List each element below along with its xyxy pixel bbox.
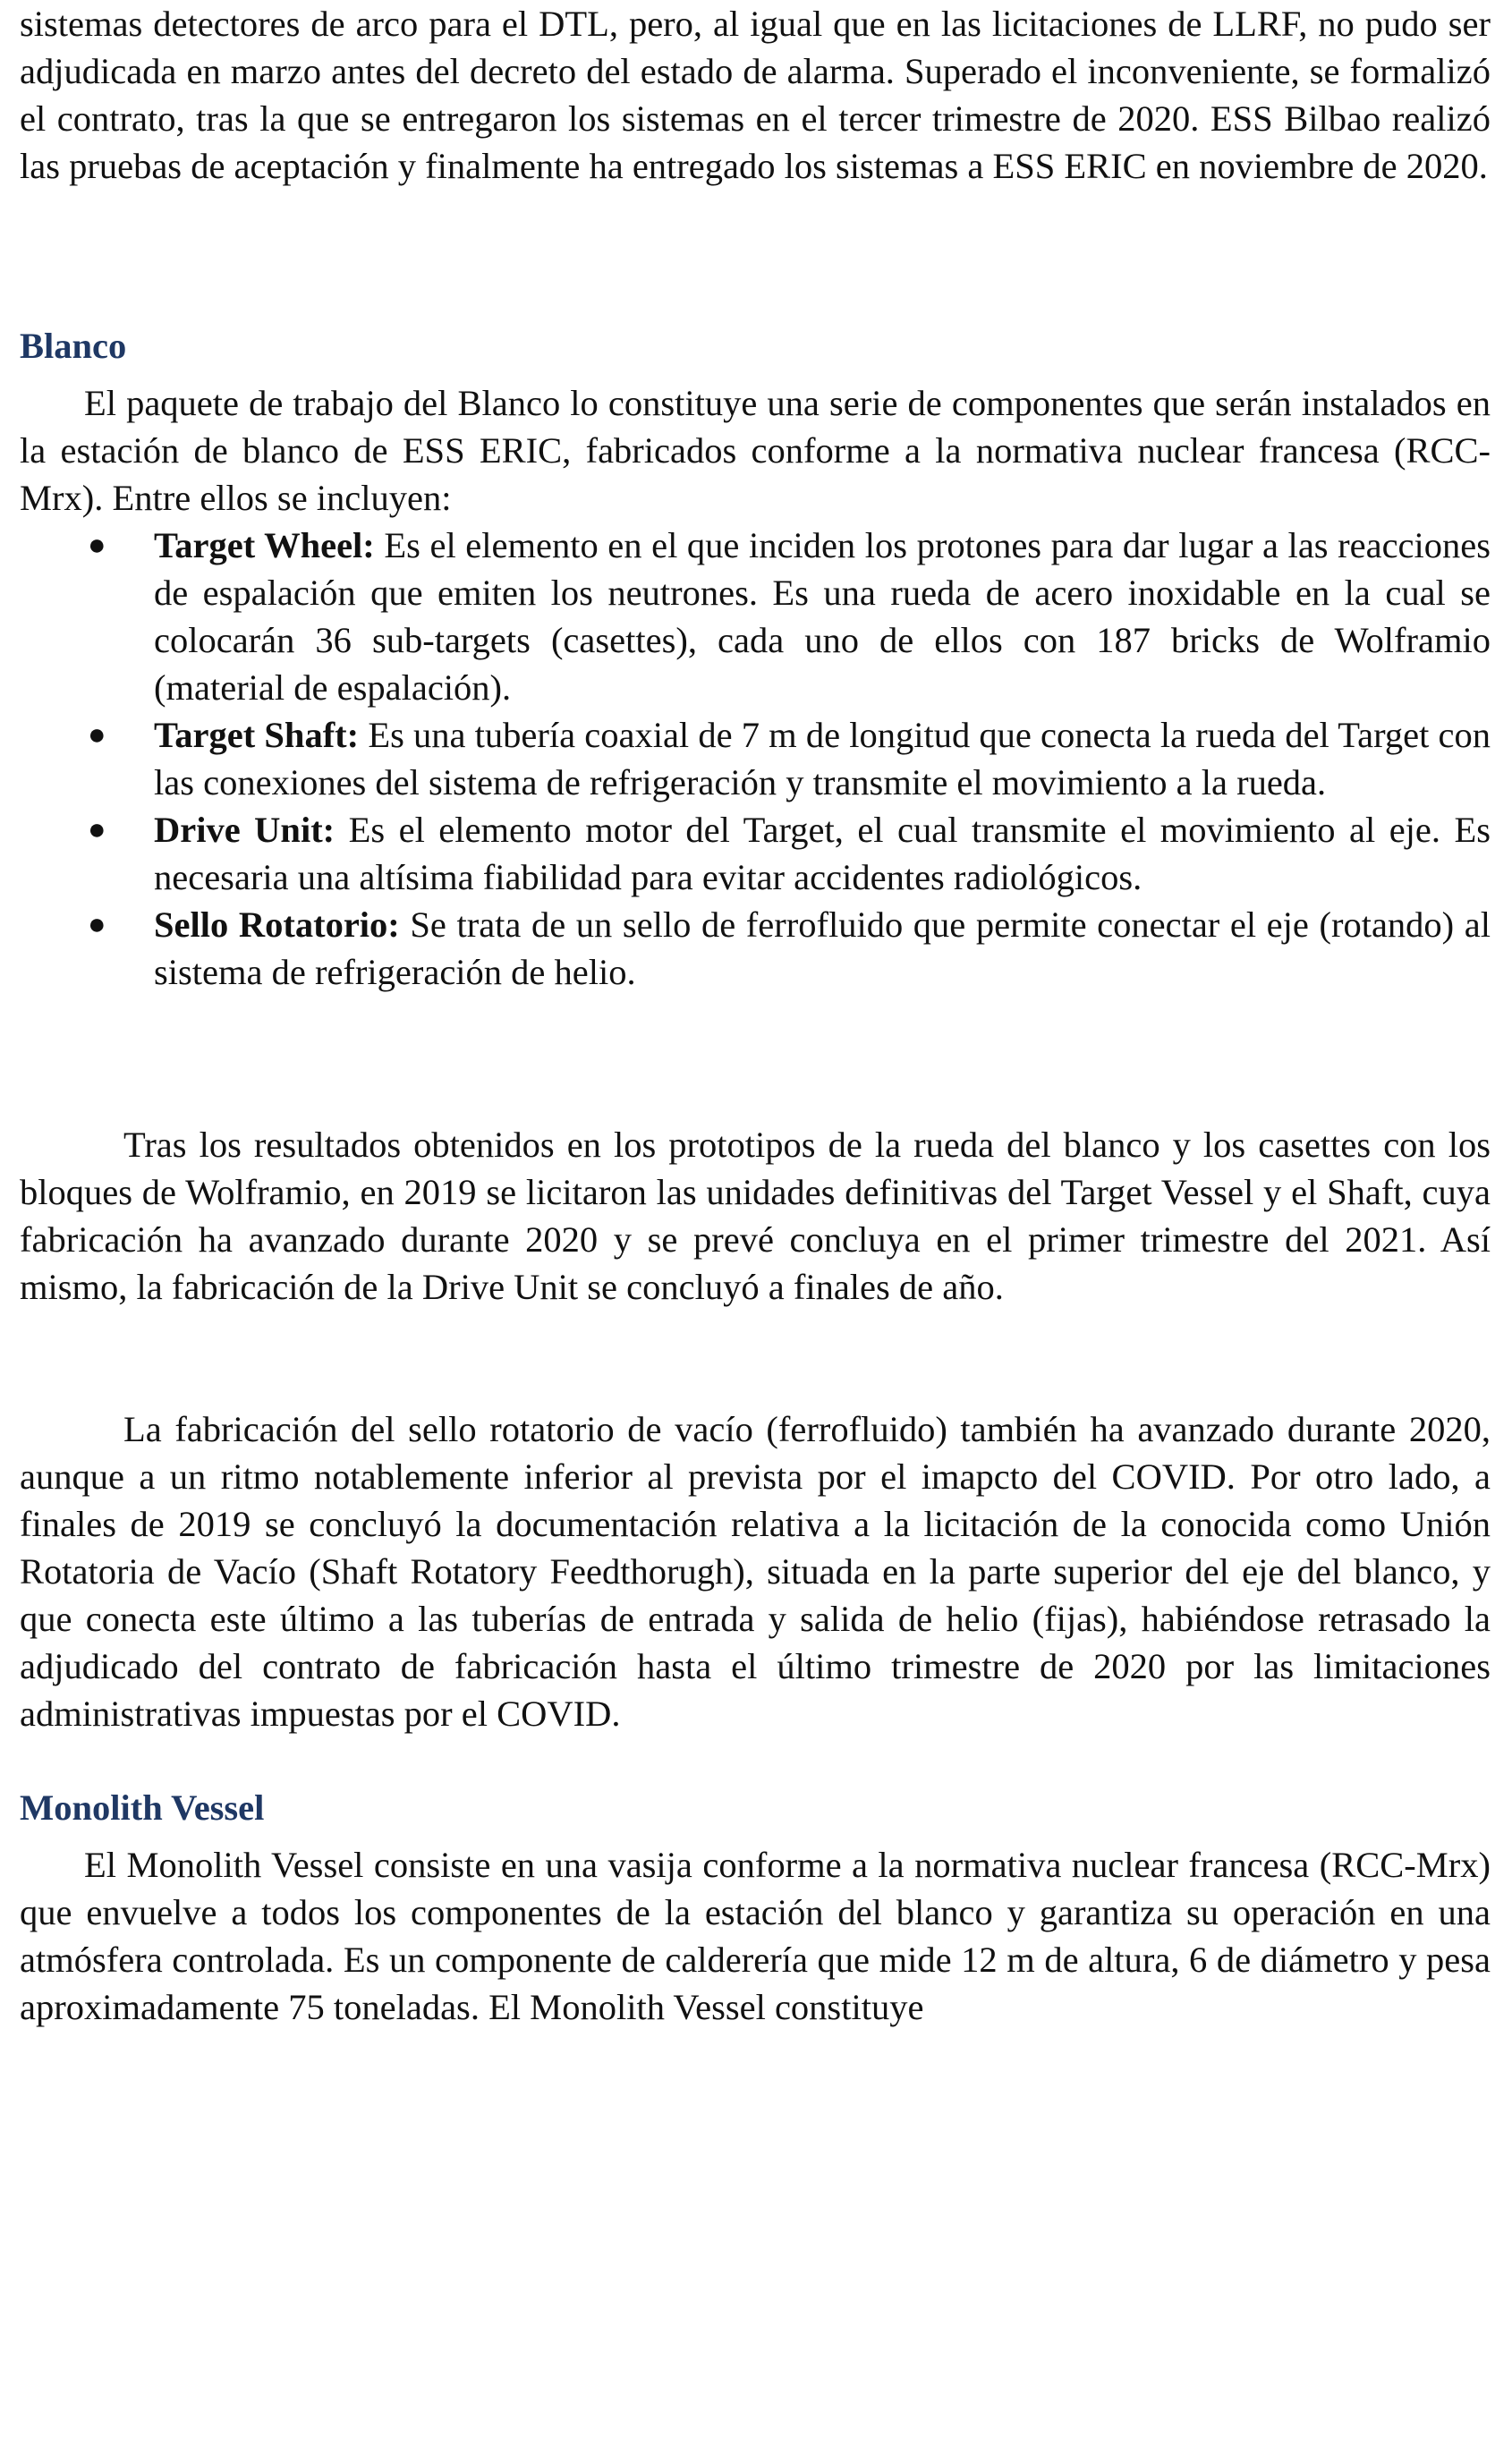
component-list [20,522,1491,996]
intro-paragraph: sistemas detectores de arco para el DTL, pero, al igual que en las licitaciones de LLRF, no pudo ser adjudicada en marzo antes del decreto del estado de alarma. Superado el inconveniente, se formalizó el contrato, tras la que se entregaron los sistemas en el tercer trimestre de 2020. ESS Bilbao realizó las pruebas de aceptación y finalmente ha entregado los sistemas a ESS ERIC en noviembre de 2020. [20,4,1491,186]
list-item-term: Target Wheel: [154,525,375,565]
blanco-intro-paragraph: El paquete de trabajo del Blanco lo constituye una serie de componentes que serán instalados en la estación de blanco de ESS ERIC, fabricados conforme a la normativa nuclear francesa (RCC-Mrx). Entre ellos se incluyen: [20,383,1491,518]
monolith-paragraph: El Monolith Vessel consiste en una vasija conforme a la normativa nuclear francesa (RCC-Mrx) que envuelve a todos los componentes de la estación del blanco y garantiza su operación en una atmósfera controlada. Es un componente de calderería que mide 12 m de altura, 6 de diámetro y pesa aproximadamente 75 toneladas. El Monolith Vessel constituye [20,1845,1491,2027]
list-item-text: Es el elemento motor del Target, el cual transmite el movimiento al eje. Es necesaria una altísima fiabilidad para evitar accidentes radiológicos. [154,810,1491,897]
list-item [20,711,1491,806]
bullet-icon: ● [88,813,106,846]
list-item [20,522,1491,711]
blanco-paragraph-2: Tras los resultados obtenidos en los prototipos de la rueda del blanco y los casettes con los bloques de Wolframio, en 2019 se licitaron las unidades definitivas del Target Vessel y el Shaft, cuya fabricación ha avanzado durante 2020 y se prevé concluya en el primer trimestre del 2021. Así mismo, la fabricación de la Drive Unit se concluyó a finales de año. [20,1125,1491,1307]
blanco-paragraph-3: La fabricación del sello rotatorio de vacío (ferrofluido) también ha avanzado durante 2020, aunque a un ritmo notablemente inferior al prevista por el imapcto del COVID. Por otro lado, a finales de 2019 se concluyó la documentación relativa a la licitación de la conocida como Unión Rotatoria de Vacío (Shaft Rotatory Feedthorugh), situada en la parte superior del eje del blanco, y que conecta este último a las tuberías de entrada y salida de helio (fijas), habiéndose retrasado la adjudicado del contrato de fabricación hasta el último trimestre de 2020 por las limitaciones administrativas impuestas por el COVID. [20,1409,1491,1734]
list-item [20,901,1491,996]
list-item-term: Drive Unit: [154,810,336,850]
list-item-term: Sello Rotatorio: [154,904,400,945]
section-heading-blanco: Blanco [20,326,127,366]
list-item-text: Se trata de un sello de ferrofluido que permite conectar el eje (rotando) al sistema de refrigeración de helio. [154,904,1491,992]
document-body [20,0,1491,2031]
bullet-icon: ● [88,718,106,751]
list-item-text: Es el elemento en el que inciden los protones para dar lugar a las reacciones de espalación que emiten los neutrones. Es una rueda de acero inoxidable en la cual se colocarán 36 sub-targets (casettes), cada uno de ellos con 187 bricks de Wolframio (material de espalación). [154,525,1491,708]
section-heading-monolith: Monolith Vessel [20,1787,265,1828]
list-item [20,806,1491,901]
list-item-term: Target Shaft: [154,715,360,755]
bullet-icon: ● [88,908,106,941]
bullet-icon: ● [88,529,106,562]
list-item-text: Es una tubería coaxial de 7 m de longitud que conecta la rueda del Target con las conexiones del sistema de refrigeración y transmite el movimiento a la rueda. [154,715,1491,802]
